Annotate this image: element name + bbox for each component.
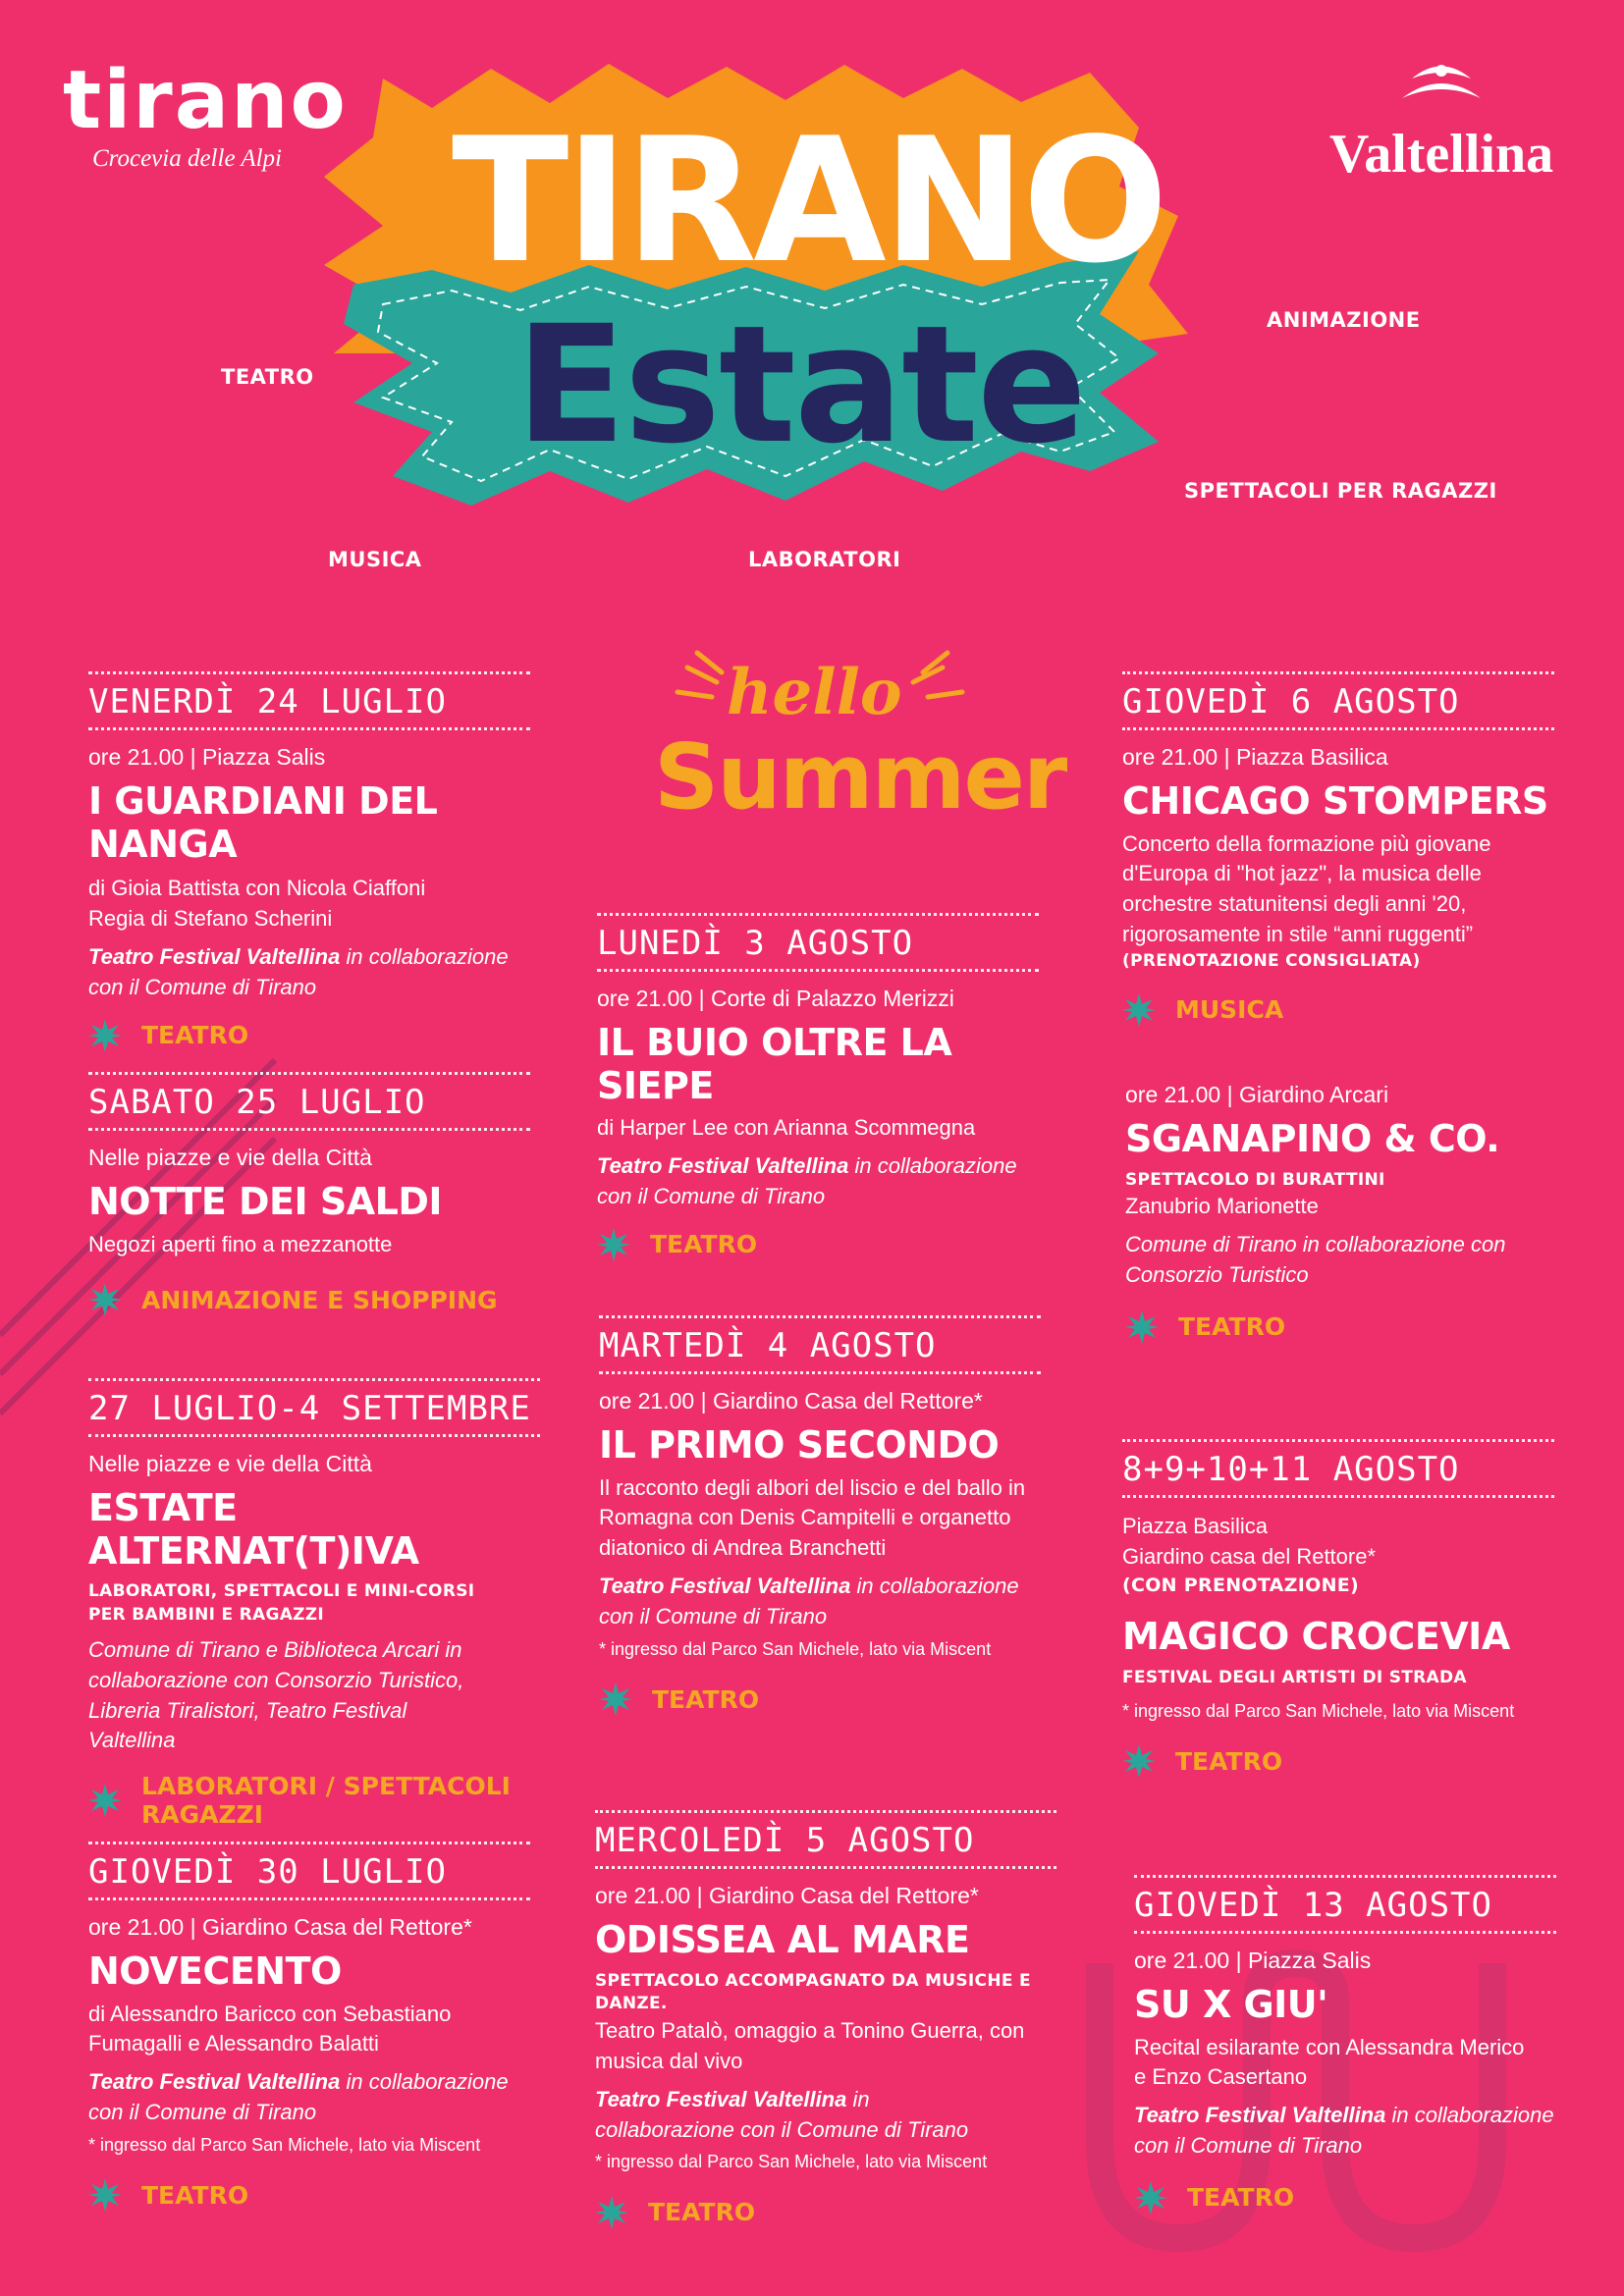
- event-category: [88, 2178, 530, 2212]
- organizer-name: Teatro Festival Valtellina: [1134, 2103, 1386, 2128]
- category-label: TEATRO: [650, 1230, 758, 1259]
- starburst-icon: [599, 1682, 632, 1716]
- event-desc-line-1: di Gioia Battista con Nicola Ciaffoni: [88, 876, 426, 901]
- category-label-musica: MUSICA: [328, 548, 422, 571]
- event-desc: Il racconto degli albori del liscio e del ballo in Romagna con Denis Campitelli e organetto diatonico di Andrea Branchetti: [599, 1474, 1026, 1561]
- event-category: [1122, 993, 1554, 1027]
- starburst-icon: [595, 2196, 628, 2229]
- category-label: ANIMAZIONE E SHOPPING: [141, 1285, 498, 1314]
- event-place-2: Giardino casa del Rettore*: [1122, 1543, 1377, 1569]
- organizer-rest: in collaborazione con il Comune di Tirano: [88, 2069, 509, 2125]
- event-time: ore 21.00 | Piazza Salis: [88, 744, 326, 770]
- valtellina-logo-word: Valtellina: [1328, 124, 1554, 185]
- event-notte-saldi: [88, 1072, 530, 1316]
- event-title: NOTTE DEI SALDI: [88, 1180, 443, 1223]
- event-title: ODISSEA AL MARE: [595, 1918, 970, 1961]
- event-footnote: * ingresso dal Parco San Michele, lato via Miscent: [595, 2152, 988, 2172]
- event-sganapino: [1125, 1082, 1557, 1344]
- event-date: 8+9+10+11 AGOSTO: [1122, 1450, 1460, 1489]
- event-time: ore 21.00 | Giardino Casa del Rettore*: [599, 1388, 983, 1414]
- event-desc: di Alessandro Baricco con Sebastiano Fumagalli e Alessandro Balatti: [88, 2001, 452, 2056]
- event-category: [88, 1772, 540, 1829]
- event-subtitle: SPETTACOLO DI BURATTINI: [1125, 1169, 1385, 1190]
- divider: [88, 1842, 530, 1844]
- starburst-icon: [1125, 1310, 1159, 1344]
- category-label: TEATRO: [1187, 2183, 1295, 2213]
- event-title: IL BUIO OLTRE LA SIEPE: [597, 1021, 952, 1107]
- divider: [1122, 1495, 1554, 1498]
- divider: [1122, 671, 1554, 674]
- organizer-name: Teatro Festival Valtellina: [88, 943, 341, 969]
- event-buio-siepe: [597, 913, 1039, 1261]
- event-desc: Teatro Patalò, omaggio a Tonino Guerra, con musica dal vivo: [595, 2018, 1025, 2074]
- event-estate-alternativa: [88, 1378, 540, 1829]
- starburst-icon: [88, 2178, 122, 2212]
- banner-title: TIRANO: [452, 102, 1164, 301]
- starburst-icon: [1122, 1744, 1156, 1778]
- event-category: [1125, 1310, 1557, 1344]
- starburst-icon: [597, 1228, 630, 1261]
- event-subtitle: FESTIVAL DEGLI ARTISTI DI STRADA: [1122, 1667, 1467, 1687]
- organizer-rest: in collaborazione con il Comune di Tirano: [599, 1574, 1019, 1629]
- event-desc-line-2: Regia di Stefano Scherini: [88, 906, 333, 932]
- event-subtitle-line-2: PER BAMBINI E RAGAZZI: [88, 1605, 325, 1626]
- category-label: TEATRO: [141, 1021, 249, 1050]
- event-chicago-stompers: [1122, 671, 1554, 1027]
- event-organizer: [599, 1572, 1051, 1632]
- divider: [1134, 1931, 1556, 1934]
- hello-summer-graphic: [648, 648, 1066, 844]
- event-desc: Zanubrio Marionette: [1125, 1194, 1319, 1219]
- starburst-icon: [1122, 993, 1156, 1027]
- tirano-logo-subtitle: Crocevia delle Alpi: [92, 145, 283, 172]
- organizer-name: Teatro Festival Valtellina: [597, 1153, 849, 1179]
- tirano-logo-word: tirano: [63, 54, 348, 147]
- event-date: LUNEDÌ 3 AGOSTO: [597, 924, 914, 963]
- event-date: GIOVEDÌ 6 AGOSTO: [1122, 682, 1460, 721]
- event-organizer: Comune di Tirano e Biblioteca Arcari in collaborazione con Consorzio Turistico, Libreria Tiralistori, Teatro Festival Valtellina: [88, 1636, 464, 1753]
- divider: [1122, 727, 1554, 730]
- starburst-icon: [88, 1784, 122, 1817]
- event-category: [599, 1682, 1041, 1716]
- divider: [88, 1434, 540, 1437]
- category-label: TEATRO: [648, 2198, 756, 2227]
- event-title: SU X GIU': [1134, 1983, 1328, 2026]
- event-desc: Concerto della formazione più giovane d'Europa di "hot jazz", la musica delle orchestre statunitensi degli anni '20, rigorosamente in stile “anni ruggenti”: [1122, 830, 1491, 947]
- event-time: ore 21.00 | Giardino Arcari: [1125, 1082, 1389, 1107]
- divider: [597, 913, 1039, 916]
- tirano-logo: [63, 54, 348, 173]
- event-primo-secondo: [599, 1315, 1041, 1716]
- event-subtitle-line-1: LABORATORI, SPETTACOLI E MINI-CORSI: [88, 1581, 475, 1602]
- event-footnote: * ingresso dal Parco San Michele, lato via Miscent: [599, 1638, 992, 1659]
- event-title: SGANAPINO & CO.: [1125, 1117, 1500, 1160]
- event-guardiani: [88, 671, 530, 1052]
- event-desc: Negozi aperti fino a mezzanotte: [88, 1231, 393, 1256]
- organizer-name: Teatro Festival Valtellina: [599, 1574, 851, 1599]
- starburst-icon: [88, 1019, 122, 1052]
- event-organizer: [595, 2085, 1007, 2146]
- category-label: TEATRO: [1178, 1312, 1286, 1342]
- category-label-teatro: TEATRO: [221, 365, 314, 389]
- event-date: MERCOLEDÌ 5 AGOSTO: [595, 1821, 975, 1860]
- divider: [88, 727, 530, 730]
- organizer-rest: in collaborazione con il Comune di Tirano: [595, 2086, 969, 2142]
- event-title: IL PRIMO SECONDO: [599, 1423, 1000, 1467]
- divider: [599, 1371, 1041, 1374]
- divider: [597, 969, 1039, 972]
- category-label: TEATRO: [1175, 1746, 1283, 1776]
- event-date: 27 LUGLIO-4 SETTEMBRE: [88, 1389, 531, 1428]
- hello-text: hello: [727, 656, 902, 729]
- event-booking: (CON PRENOTAZIONE): [1122, 1574, 1360, 1596]
- event-su-x-giu: [1134, 1875, 1556, 2215]
- event-time: Nelle piazze e vie della Città: [88, 1145, 372, 1170]
- divider: [88, 1897, 530, 1900]
- category-label-animazione: ANIMAZIONE: [1267, 308, 1421, 332]
- event-title: NOVECENTO: [88, 1949, 342, 1993]
- event-category: [88, 1019, 530, 1052]
- event-organizer: Comune di Tirano in collaborazione con Consorzio Turistico: [1125, 1232, 1506, 1288]
- event-novecento: [88, 1842, 530, 2212]
- event-time: ore 21.00 | Piazza Salis: [1134, 1948, 1372, 1973]
- category-label: TEATRO: [141, 2180, 249, 2210]
- valtellina-logo: [1294, 59, 1589, 186]
- event-date: SABATO 25 LUGLIO: [88, 1083, 426, 1122]
- event-desc: di Harper Lee con Arianna Scommegna: [597, 1115, 976, 1141]
- divider: [88, 1128, 530, 1131]
- event-organizer: [88, 942, 530, 1003]
- starburst-icon: [88, 1283, 122, 1316]
- organizer-rest: in collaborazione con il Comune di Tirano: [1134, 2103, 1554, 2159]
- event-place-1: Piazza Basilica: [1122, 1514, 1268, 1538]
- event-time: Nelle piazze e vie della Città: [88, 1451, 372, 1476]
- event-time: ore 21.00 | Giardino Casa del Rettore*: [88, 1914, 472, 1940]
- starburst-icon: [1134, 2181, 1167, 2215]
- category-label: MUSICA: [1175, 995, 1284, 1025]
- event-organizer: [597, 1151, 1049, 1212]
- event-footnote: * ingresso dal Parco San Michele, lato via Miscent: [88, 2134, 481, 2155]
- divider: [595, 1810, 1056, 1813]
- event-title: ESTATE ALTERNAT(T)IVA: [88, 1486, 419, 1573]
- event-category: [1122, 1744, 1554, 1778]
- category-label-spettacoli: SPETTACOLI PER RAGAZZI: [1184, 479, 1497, 503]
- event-organizer: [88, 2067, 511, 2128]
- divider: [88, 1378, 540, 1381]
- summer-text: Summer: [654, 724, 1066, 829]
- event-title: CHICAGO STOMPERS: [1122, 779, 1548, 823]
- organizer-name: Teatro Festival Valtellina: [88, 2069, 341, 2095]
- event-date: VENERDÌ 24 LUGLIO: [88, 682, 447, 721]
- event-subtitle: SPETTACOLO ACCOMPAGNATO DA MUSICHE E DANZE.: [595, 1970, 1031, 2014]
- event-odissea: [595, 1810, 1056, 2229]
- category-label: LABORATORI / SPETTACOLI RAGAZZI: [141, 1772, 511, 1830]
- event-category: [1134, 2181, 1556, 2215]
- divider: [595, 1866, 1056, 1869]
- banner-subtitle: Estate: [515, 291, 1085, 479]
- event-category: [595, 2196, 1056, 2229]
- event-time: ore 21.00 | Piazza Basilica: [1122, 744, 1388, 770]
- event-category: [597, 1228, 1039, 1261]
- divider: [1134, 1875, 1556, 1878]
- divider: [88, 1072, 530, 1075]
- event-time: ore 21.00 | Giardino Casa del Rettore*: [595, 1883, 979, 1908]
- event-organizer: [1134, 2101, 1556, 2162]
- event-date: GIOVEDÌ 13 AGOSTO: [1134, 1886, 1492, 1925]
- divider: [599, 1315, 1041, 1318]
- event-time: ore 21.00 | Corte di Palazzo Merizzi: [597, 986, 954, 1011]
- event-magico-crocevia: [1122, 1439, 1554, 1778]
- event-subtitle: (PRENOTAZIONE CONSIGLIATA): [1122, 950, 1421, 971]
- organizer-rest: in collaborazione con il Comune di Tirano: [597, 1153, 1017, 1208]
- category-label: TEATRO: [652, 1684, 760, 1714]
- organizer-name: Teatro Festival Valtellina: [595, 2086, 847, 2111]
- valtellina-emblem-icon: [1382, 59, 1500, 118]
- divider: [88, 671, 530, 674]
- divider: [1122, 1439, 1554, 1442]
- event-footnote: * ingresso dal Parco San Michele, lato via Miscent: [1122, 1700, 1515, 1721]
- event-category: [88, 1283, 530, 1316]
- event-desc: Recital esilarante con Alessandra Merico e Enzo Casertano: [1134, 2034, 1525, 2090]
- event-title: I GUARDIANI DEL NANGA: [88, 779, 438, 866]
- event-date: GIOVEDÌ 30 LUGLIO: [88, 1852, 447, 1892]
- organizer-rest: in collaborazione con il Comune di Tirano: [88, 943, 509, 999]
- category-label-laboratori: LABORATORI: [748, 548, 901, 571]
- event-date: MARTEDÌ 4 AGOSTO: [599, 1326, 937, 1365]
- event-title: MAGICO CROCEVIA: [1122, 1615, 1510, 1659]
